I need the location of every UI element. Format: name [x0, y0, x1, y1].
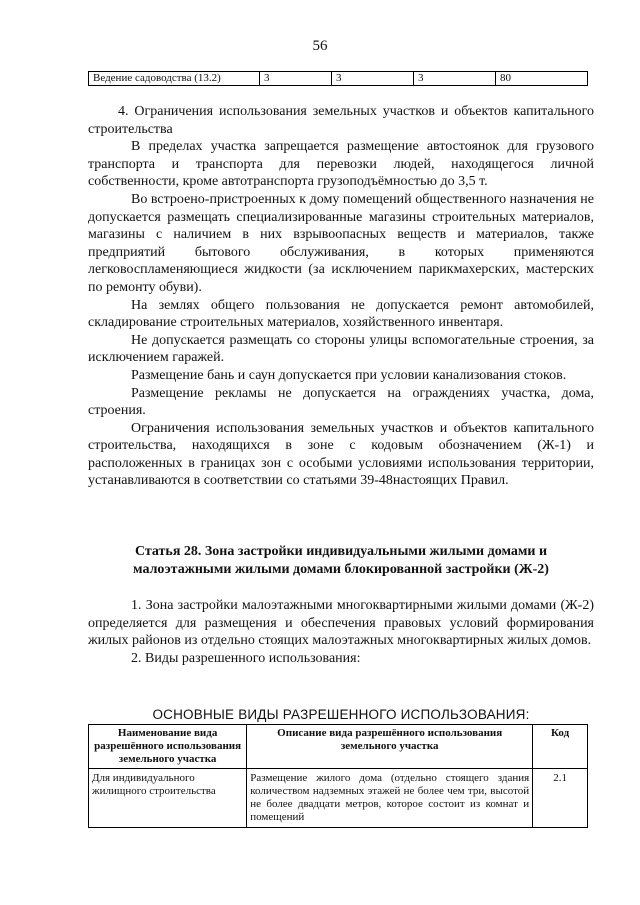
article-section [88, 597, 594, 667]
table-cell: 3 [414, 72, 496, 86]
paragraph: Размещение бань и саун допускается при условии канализования стоков. [131, 367, 567, 383]
table-cell: 80 [496, 72, 588, 86]
table-row [89, 769, 588, 828]
paragraph: 2. Виды разрешенного использования: [131, 650, 361, 666]
table-cell: 3 [260, 72, 332, 86]
uses-caption: ОСНОВНЫЕ ВИДЫ РАЗРЕШЕННОГО ИСПОЛЬЗОВАНИЯ: [152, 707, 530, 722]
page-number: 56 [312, 38, 328, 54]
use-code-cell: 2.1 [533, 769, 588, 828]
table-cell: 3 [332, 72, 414, 86]
restrictions-section [88, 103, 594, 490]
column-header-description: Описание вида разрешённого использования земельного участка [247, 725, 533, 769]
use-name-cell: Для индивидуального жилищного строительства [89, 769, 247, 828]
paragraph: Во встроено-пристроенных к дому помещений общественного назначения не допускается размещать специализированные магазины строительных материалов, магазины с наличием в них взрывоопасных веществ и материалов, также предприятий бытового обслуживания, в которых применяются легковоспламеняющиеся жидкости (за исключением парикмахерских, мастерских по ремонту обуви). [88, 191, 594, 295]
paragraph: В пределах участка запрещается размещение автостоянок для грузового транспорта и транспорта для перевозки людей, находящегося личной собственности, кроме автотранспорта грузоподъёмностью до 3,5 т. [88, 139, 594, 190]
top-table [88, 71, 588, 86]
column-header-code: Код [533, 725, 588, 769]
table-cell: Ведение садоводства (13.2) [89, 72, 260, 86]
paragraph: 1. Зона застройки малоэтажными многоквартирными жилыми домами (Ж-2) определяется для размещения и обеспечения правовых условий формирования жилых районов из отдельно стоящих малоэтажных многоквартирных жилых домов. [88, 598, 594, 649]
article-title: Статья 28. Зона застройки индивидуальными жилыми домами и малоэтажными жилыми домами блокированной застройки (Ж-2) [133, 544, 549, 577]
permitted-uses-table [88, 724, 588, 828]
use-description-cell: Размещение жилого дома (отдельно стоящего здания количеством надземных этажей не более чем три, высотой не более двадцати метров, которое состоит из комнат и помещений [247, 769, 533, 828]
table-row [89, 72, 588, 86]
paragraph: Ограничения использования земельных участков и объектов капитального строительства, находящихся в зоне с кодовым обозначением (Ж-1) и расположенных в границах зон с особыми условиями использования территории, устанавливаются в соответствии со статьями 39-48настоящих Правил. [88, 420, 594, 489]
paragraph: Размещение рекламы не допускается на ограждениях участка, дома, строения. [88, 385, 594, 419]
column-header-name: Наименование вида разрешённого использования земельного участка [89, 725, 247, 769]
table-header-row [89, 725, 588, 769]
paragraph: Не допускается размещать со стороны улицы вспомогательные строения, за исключением гаражей. [88, 332, 594, 366]
section-heading: 4. Ограничения использования земельных участков и объектов капитального строительства [88, 104, 594, 137]
paragraph: На землях общего пользования не допускается ремонт автомобилей, складирование строительных материалов, хозяйственного инвентаря. [88, 297, 594, 331]
